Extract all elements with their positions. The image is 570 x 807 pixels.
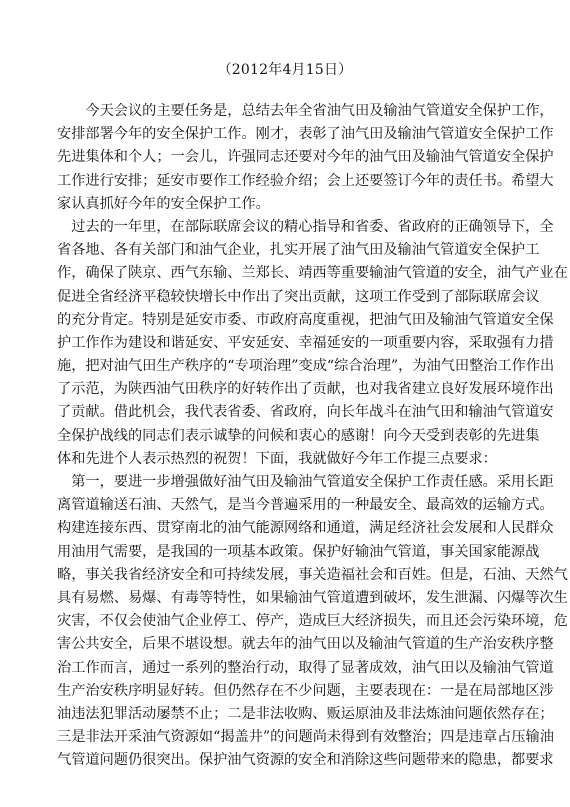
- text-line: 灾害，不仅会使油气企业停工、停产，造成巨大经济损失，而且还会污染环境，危: [57, 613, 568, 630]
- speech-body: [57, 100, 568, 772]
- speech-date: （2012年4月15日）: [217, 62, 353, 78]
- text-line: 略，事关我省经济安全和可持续发展，事关造福社会和百姓。但是，石油、天然气: [57, 566, 568, 583]
- text-line: 构建连接东西、贯穿南北的油气能源网络和通道，满足经济社会发展和人民群众: [57, 520, 554, 537]
- text-line: 今天会议的主要任务是，总结去年全省油气田及输油气管道安全保护工作，: [57, 103, 554, 119]
- text-line: 三是非法开采油气资源如“揭盖井”的问题尚未得到有效整治；四是违章占压输油: [57, 729, 554, 746]
- text-line: 害公共安全，后果不堪设想。就去年的油气田以及输油气管道的生产治安秩序整: [57, 636, 554, 653]
- text-line: 安排部署今年的安全保护工作。刚才，表彰了油气田及输油气管道安全保护工作: [57, 126, 554, 143]
- text-line: 全保护战线的同志们表示诚挚的问候和衷心的感谢！向今天受到表彰的先进集: [57, 427, 540, 444]
- text-line: 第一，要进一步增强做好油气田及输油气管道安全保护工作责任感。采用长距: [57, 474, 554, 490]
- text-line: 气管道问题仍很突出。保护油气资源的安全和消除这些问题带来的隐患，都要求: [57, 752, 554, 769]
- text-line: 促进全省经济平稳较快增长中作出了突出贡献，这项工作受到了部际联席会议: [57, 288, 540, 305]
- text-line: 用油用气需要，是我国的一项基本政策。保护好输油气管道，事关国家能源战: [57, 543, 540, 560]
- text-line: 作，确保了陕京、西气东输、兰郑长、靖西等重要输油气管道的安全，油气产业在: [57, 265, 568, 282]
- text-line: 了示范，为陕西油气田秩序的好转作出了贡献，也对我省建立良好发展环境作出: [57, 381, 554, 398]
- text-line: 护工作作为建设和谐延安、平安延安、幸福延安的一项重要内容，采取强有力措: [57, 334, 554, 351]
- text-line: 治工作而言，通过一系列的整治行动，取得了显著成效，油气田以及输油气管道: [57, 659, 554, 676]
- text-line: 生产治安秩序明显好转。但仍然存在不少问题，主要表现在：一是在局部地区涉: [57, 682, 554, 699]
- text-line: 油违法犯罪活动屡禁不止；二是非法收购、贩运原油及非法炼油问题依然存在；: [57, 705, 554, 722]
- text-line: 先进集体和个人；一会儿，许强同志还要对今年的油气田及输油气管道安全保护: [57, 149, 554, 166]
- text-line: 体和先进个人表示热烈的祝贺！下面，我就做好今年工作提三点要求：: [57, 450, 497, 467]
- text-line: 具有易燃、易爆、有毒等特性，如果输油气管道遭到破坏，发生泄漏、闪爆等次生: [57, 589, 568, 606]
- text-line: 过去的一年里，在部际联席会议的精心指导和省委、省政府的正确领导下，全: [57, 218, 554, 235]
- text-line: 的充分肯定。特别是延安市委、市政府高度重视，把油气田及输油气管道安全保: [57, 311, 554, 328]
- text-line: 家认真抓好今年的安全保护工作。: [57, 195, 270, 212]
- text-line: 了贡献。借此机会，我代表省委、省政府，向长年战斗在油气田和输油气管道安: [57, 404, 554, 421]
- text-line: 离管道输送石油、天然气，是当今普遍采用的一种最安全、最高效的运输方式。: [57, 497, 554, 514]
- text-line: 工作进行安排；延安市要作工作经验介绍；会上还要签订今年的责任书。希望大: [57, 172, 554, 189]
- text-line: 省各地、各有关部门和油气企业，扎实开展了油气田及输油气管道安全保护工: [57, 242, 540, 259]
- text-line: 施，把对油气田生产秩序的“专项治理”变成“综合治理”，为油气田整治工作作出: [57, 358, 555, 375]
